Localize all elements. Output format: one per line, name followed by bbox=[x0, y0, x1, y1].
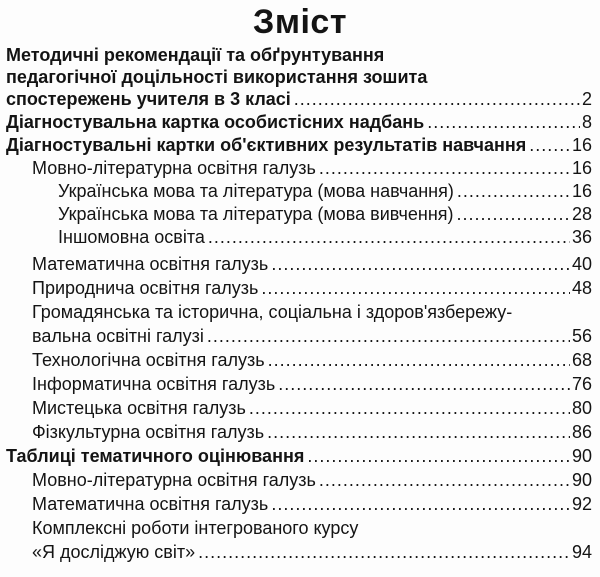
toc-entry[interactable] bbox=[6, 64, 592, 88]
dot-leader bbox=[457, 203, 570, 225]
toc-entry-label: Математична освітня галузь bbox=[32, 253, 271, 275]
toc-entry[interactable] bbox=[32, 371, 592, 395]
toc-entry-page: 16 bbox=[571, 181, 592, 201]
toc-entry-label: Комплексні роботи інтегрованого курсу bbox=[32, 517, 361, 539]
toc-entry-label: Діагностувальна картка особистісних надбань bbox=[6, 111, 427, 133]
toc-entry-label: Фізкультурна освітня галузь bbox=[32, 421, 267, 443]
dot-leader bbox=[271, 493, 570, 515]
toc-entry-page: 94 bbox=[571, 542, 592, 562]
toc-entry-page: 90 bbox=[571, 446, 592, 466]
toc-entry[interactable] bbox=[6, 42, 592, 66]
dot-leader bbox=[267, 421, 570, 443]
dot-leader bbox=[207, 325, 570, 347]
toc-entry-page: 48 bbox=[571, 278, 592, 298]
toc-entry-label: педагогічної доцільності використання зошита bbox=[6, 66, 430, 88]
dot-leader bbox=[271, 253, 570, 275]
toc-entry-page: 36 bbox=[571, 227, 592, 247]
toc-entry-label: Інформатична освітня галузь bbox=[32, 373, 278, 395]
toc-entry-label: Мовно-літературна освітня галузь bbox=[32, 469, 319, 491]
toc-entry-label: вальна освітні галузі bbox=[32, 325, 207, 347]
toc-entry[interactable] bbox=[6, 132, 592, 156]
toc-entry-page: 16 bbox=[571, 135, 592, 155]
toc-entry-page: 92 bbox=[571, 494, 592, 514]
dot-leader bbox=[427, 111, 580, 133]
toc-entry-page: 8 bbox=[581, 112, 592, 132]
toc-entry-label: спостережень учителя в 3 класі bbox=[6, 88, 294, 110]
toc-entry-label: Таблиці тематичного оцінювання bbox=[6, 445, 307, 467]
toc-entry-label: Іншомовна освіта bbox=[58, 226, 208, 248]
toc-entry[interactable] bbox=[32, 395, 592, 419]
toc-entry[interactable] bbox=[32, 347, 592, 371]
toc-entry-label: Природнича освітня галузь bbox=[32, 277, 261, 299]
toc-entry-page: 86 bbox=[571, 422, 592, 442]
toc-entry-label: Громадянська та історична, соціальна і здоров'язбережу- bbox=[32, 301, 515, 323]
toc-entry[interactable] bbox=[32, 323, 592, 347]
toc-entry-page: 56 bbox=[571, 326, 592, 346]
toc-entry-page: 2 bbox=[581, 89, 592, 109]
toc-entry[interactable] bbox=[32, 275, 592, 299]
toc-entry-label: Мистецька освітня галузь bbox=[32, 397, 249, 419]
dot-leader bbox=[278, 373, 570, 395]
toc-entry[interactable] bbox=[32, 251, 592, 275]
toc-entry[interactable] bbox=[58, 178, 592, 202]
toc-entry[interactable] bbox=[32, 515, 592, 539]
dot-leader bbox=[529, 134, 570, 156]
toc-entry-label: Мовно-літературна освітня галузь bbox=[32, 157, 319, 179]
toc-entry-label: «Я досліджую світ» bbox=[32, 541, 198, 563]
toc-entry-page: 28 bbox=[571, 204, 592, 224]
toc-entry[interactable] bbox=[32, 155, 592, 179]
dot-leader bbox=[198, 541, 570, 563]
toc-entry[interactable] bbox=[32, 419, 592, 443]
toc-entry[interactable] bbox=[6, 443, 592, 467]
toc-entry[interactable] bbox=[32, 299, 592, 323]
toc-entry-label: Методичні рекомендації та обґрунтування bbox=[6, 44, 387, 66]
toc-entry[interactable] bbox=[32, 539, 592, 563]
toc-entry-page: 40 bbox=[571, 254, 592, 274]
dot-leader bbox=[294, 88, 580, 110]
toc-entry[interactable] bbox=[32, 491, 592, 515]
dot-leader bbox=[208, 226, 570, 248]
dot-leader bbox=[319, 157, 570, 179]
dot-leader bbox=[307, 445, 570, 467]
toc-entry-page: 90 bbox=[571, 470, 592, 490]
toc-entry[interactable] bbox=[6, 86, 592, 110]
toc-entry[interactable] bbox=[32, 467, 592, 491]
dot-leader bbox=[268, 349, 570, 371]
page-title: Зміст bbox=[253, 3, 347, 41]
toc-entry[interactable] bbox=[6, 109, 592, 133]
toc-entry-label: Українська мова та література (мова навчання) bbox=[58, 180, 457, 202]
toc-entry-page: 76 bbox=[571, 374, 592, 394]
toc-entry-label: Технологічна освітня галузь bbox=[32, 349, 268, 371]
toc-entry-label: Математична освітня галузь bbox=[32, 493, 271, 515]
dot-leader bbox=[457, 180, 570, 202]
toc-entry-label: Українська мова та література (мова вивчення) bbox=[58, 203, 457, 225]
toc-entry-page: 80 bbox=[571, 398, 592, 418]
toc-entry[interactable] bbox=[58, 224, 592, 248]
dot-leader bbox=[319, 469, 570, 491]
toc-entry-page: 16 bbox=[571, 158, 592, 178]
toc-entry-page: 68 bbox=[571, 350, 592, 370]
dot-leader bbox=[261, 277, 570, 299]
toc-entry-label: Діагностувальні картки об'єктивних результатів навчання bbox=[6, 134, 529, 156]
toc-entry[interactable] bbox=[58, 201, 592, 225]
dot-leader bbox=[249, 397, 570, 419]
